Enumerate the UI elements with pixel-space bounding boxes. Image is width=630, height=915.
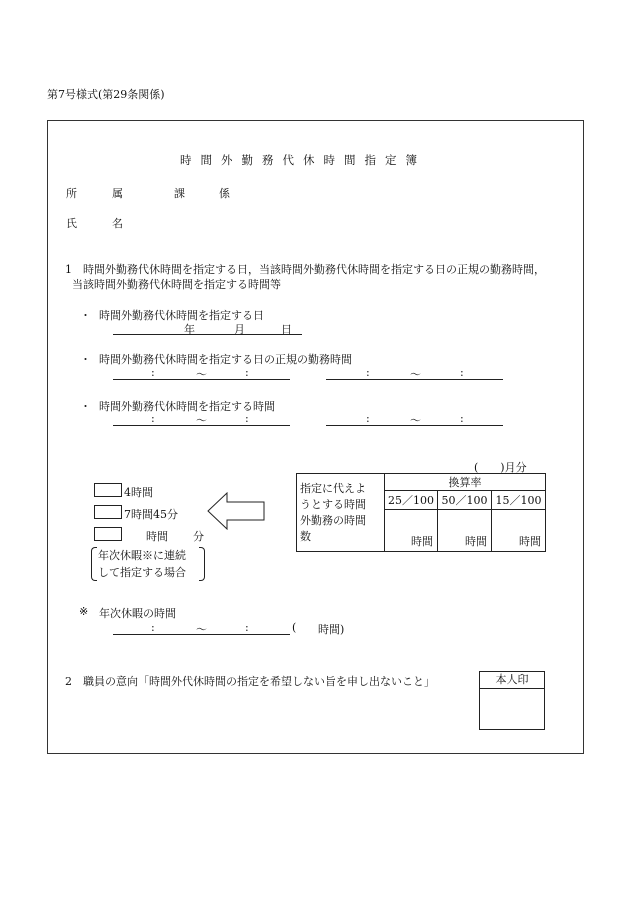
option-7h45m-label: 7時間45分 bbox=[124, 508, 178, 521]
colon: : bbox=[460, 412, 464, 425]
tilde: ～ bbox=[196, 414, 207, 427]
seal-label: 本人印 bbox=[480, 672, 544, 689]
row-label-line: 外勤務の時間 bbox=[300, 513, 366, 527]
bracket-line-2: して指定する場合 bbox=[98, 566, 186, 579]
colon: : bbox=[460, 366, 464, 379]
section2-text: 2 職員の意向「時間外代休時間の指定を希望しない旨を申し出ないこと」 bbox=[65, 675, 435, 688]
designated-time-label: 時間外勤務代休時間を指定する時間 bbox=[99, 400, 275, 413]
designated-date-field[interactable] bbox=[113, 334, 302, 335]
seal-box[interactable] bbox=[479, 671, 545, 730]
option-4h-label: 4時間 bbox=[124, 486, 153, 499]
row-label-line: うとする時間 bbox=[300, 497, 366, 511]
annual-leave-field[interactable] bbox=[113, 634, 290, 635]
option-custom-checkbox[interactable] bbox=[94, 527, 122, 541]
regular-hours-field-1[interactable] bbox=[113, 379, 290, 380]
subsection-label: 係 bbox=[219, 187, 230, 200]
option-custom-minutes-label: 分 bbox=[193, 530, 204, 543]
tilde: ～ bbox=[410, 368, 421, 381]
designated-time-field-1[interactable] bbox=[113, 425, 290, 426]
regular-hours-label: 時間外勤務代休時間を指定する日の正規の勤務時間 bbox=[99, 353, 352, 366]
hours-cell-25[interactable]: 時間 bbox=[385, 510, 438, 552]
year-label: 年 bbox=[184, 323, 195, 336]
hours-cell-50[interactable]: 時間 bbox=[438, 510, 492, 552]
page-title: 時間外勤務代休時間指定簿 bbox=[180, 153, 426, 167]
bullet: ・ bbox=[80, 353, 91, 366]
affiliation-label: 所 属 bbox=[66, 187, 135, 200]
bullet: ・ bbox=[80, 309, 91, 322]
annual-leave-mark: ※ bbox=[79, 605, 89, 618]
consecutive-leave-note bbox=[93, 547, 203, 581]
colon: : bbox=[151, 366, 155, 379]
rate-col-15: 15／100 bbox=[492, 491, 546, 510]
colon: : bbox=[151, 412, 155, 425]
colon: : bbox=[245, 412, 249, 425]
month-note: ( )月分 bbox=[474, 461, 527, 474]
colon: : bbox=[151, 621, 155, 634]
overtime-hours-label-cell bbox=[297, 474, 385, 552]
row-label-line: 指定に代えよ bbox=[300, 481, 366, 495]
colon: : bbox=[245, 621, 249, 634]
month-label: 月 bbox=[234, 323, 245, 336]
option-7h45m-checkbox[interactable] bbox=[94, 505, 122, 519]
row-label-line: 数 bbox=[300, 529, 311, 543]
colon: : bbox=[366, 366, 370, 379]
tilde: ～ bbox=[196, 623, 207, 636]
name-label: 氏 名 bbox=[66, 217, 135, 230]
rate-col-50: 50／100 bbox=[438, 491, 492, 510]
conversion-rate-header: 換算率 bbox=[385, 474, 546, 491]
bracket-line-1: 年次休暇※に連続 bbox=[98, 549, 186, 562]
annual-leave-label: 年次休暇の時間 bbox=[99, 607, 176, 620]
bullet: ・ bbox=[80, 400, 91, 413]
colon: : bbox=[366, 412, 370, 425]
annual-leave-hours-label: 時間) bbox=[318, 623, 345, 636]
designated-date-label: 時間外勤務代休時間を指定する日 bbox=[99, 309, 264, 322]
designated-time-field-2[interactable] bbox=[326, 425, 503, 426]
rate-col-25: 25／100 bbox=[385, 491, 438, 510]
tilde: ～ bbox=[196, 368, 207, 381]
section1-heading: 1 時間外勤務代休時間を指定する日，当該時間外勤務代休時間を指定する日の正規の勤務時間， bbox=[65, 263, 545, 276]
section1-heading-cont: 当該時間外勤務代休時間を指定する時間等 bbox=[72, 278, 281, 291]
day-label: 日 bbox=[281, 323, 292, 336]
tilde: ～ bbox=[410, 414, 421, 427]
section-label: 課 bbox=[174, 187, 185, 200]
colon: : bbox=[245, 366, 249, 379]
paren-open: ( bbox=[292, 621, 297, 634]
form-label: 第7号様式(第29条関係) bbox=[47, 88, 165, 101]
hours-cell-15[interactable]: 時間 bbox=[492, 510, 546, 552]
regular-hours-field-2[interactable] bbox=[326, 379, 503, 380]
option-4h-checkbox[interactable] bbox=[94, 483, 122, 497]
option-custom-hours-label: 時間 bbox=[146, 530, 168, 543]
conversion-rate-table bbox=[296, 473, 546, 552]
left-arrow-icon bbox=[207, 492, 267, 530]
